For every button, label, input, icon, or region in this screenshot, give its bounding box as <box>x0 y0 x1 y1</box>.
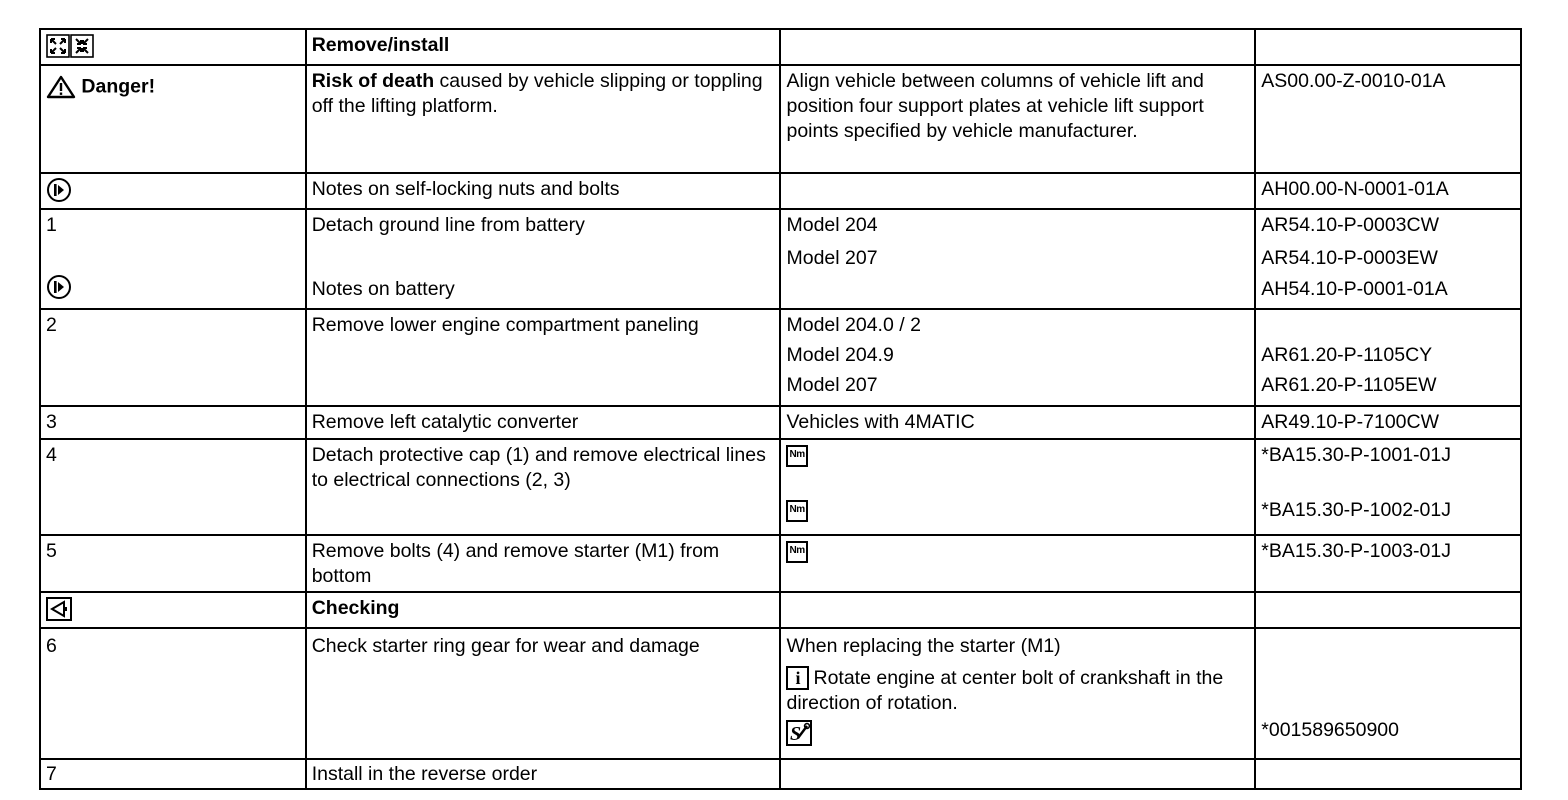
table-row-step-6 <box>40 628 1521 759</box>
step-number: 4 <box>40 439 306 535</box>
header-icons-cell <box>40 29 306 65</box>
variants-cell <box>780 209 1255 309</box>
torque-nm-icon: Nm <box>786 541 807 563</box>
step-number: 6 <box>40 628 306 759</box>
torque-nm-icon: Nm <box>786 500 807 522</box>
torque-ref: *BA15.30-P-1001-01J <box>1261 444 1451 466</box>
variant: Model 204.0 / 2 <box>786 314 921 336</box>
note-text: Notes on self-locking nuts and bolts <box>306 173 781 209</box>
empty-cell <box>1255 29 1521 65</box>
info-icon: i <box>786 666 809 690</box>
checking-icon <box>46 597 72 621</box>
step-text: Check starter ring gear for wear and damage <box>306 628 781 759</box>
note-pointer-icon <box>46 274 72 300</box>
procedure-table <box>39 28 1522 790</box>
refs-cell <box>1255 309 1521 406</box>
empty-cell <box>780 173 1255 209</box>
refs-cell <box>1255 209 1521 309</box>
section-title-checking: Checking <box>306 592 781 628</box>
special-tool-icon <box>786 720 812 746</box>
ref <box>1261 313 1515 338</box>
torque-cell <box>780 439 1255 535</box>
step-number: 3 <box>40 406 306 439</box>
variant: Vehicles with 4MATIC <box>780 406 1255 439</box>
ref: AR54.10-P-0003CW <box>1261 214 1440 236</box>
note-ref: AH00.00-N-0001-01A <box>1255 173 1521 209</box>
note-icon-cell <box>40 173 306 209</box>
danger-action-text: Align vehicle between columns of vehicle lift and position four support plates at vehicle lift support points specified by vehicle manufacturer. <box>780 65 1255 173</box>
empty-cell <box>1255 759 1521 789</box>
empty-cell <box>780 592 1255 628</box>
condition-text: When replacing the starter (M1) <box>786 635 1061 657</box>
tool-ref: *001589650900 <box>1261 719 1399 741</box>
tool-ref-cell <box>1255 628 1521 759</box>
checking-icon-cell <box>40 592 306 628</box>
step-text: Remove left catalytic converter <box>306 406 781 439</box>
note-ref: AH54.10-P-0001-01A <box>1261 278 1448 300</box>
variant: Model 204 <box>786 214 878 236</box>
step-text-cell <box>306 209 781 309</box>
step-number: 7 <box>40 759 306 789</box>
danger-risk-text <box>306 65 781 173</box>
step-text: Install in the reverse order <box>306 759 781 789</box>
danger-ref: AS00.00-Z-0010-01A <box>1255 65 1521 173</box>
torque-cell <box>780 535 1255 592</box>
table-row-danger <box>40 65 1521 173</box>
torque-ref: *BA15.30-P-1003-01J <box>1255 535 1521 592</box>
table-row-step-3 <box>40 406 1521 439</box>
table-row-step-1 <box>40 209 1521 309</box>
table-row-note <box>40 173 1521 209</box>
step-text: Detach protective cap (1) and remove electrical lines to electrical connections (2, 3) <box>306 439 781 535</box>
risk-bold-text: Risk of death <box>311 70 435 92</box>
ref: AR49.10-P-7100CW <box>1255 406 1521 439</box>
torque-ref: *BA15.30-P-1002-01J <box>1261 499 1451 521</box>
svg-text:S: S <box>790 723 802 745</box>
variant: Model 207 <box>786 374 878 396</box>
variant: Model 204.9 <box>786 344 894 366</box>
table-row-step-2 <box>40 309 1521 406</box>
empty-cell <box>1255 592 1521 628</box>
risk-rest-text: caused by vehicle slipping or toppling off the lifting platform. <box>311 70 763 117</box>
variant: Model 207 <box>786 247 878 269</box>
step-number: 2 <box>40 309 306 406</box>
danger-cell <box>40 65 306 173</box>
note-text: Notes on battery <box>311 278 455 300</box>
variants-cell <box>780 309 1255 406</box>
note-pointer-icon <box>46 177 72 203</box>
empty-cell <box>780 29 1255 65</box>
table-row-checking <box>40 592 1521 628</box>
table-row-step-5 <box>40 535 1521 592</box>
info-text: Rotate engine at center bolt of crankshaft in the direction of rotation. <box>786 667 1224 714</box>
remove-install-icon <box>46 34 94 58</box>
ref: AR61.20-P-1105EW <box>1261 374 1437 396</box>
refs-cell <box>1255 439 1521 535</box>
step-number: 5 <box>40 535 306 592</box>
table-row-step-7 <box>40 759 1521 789</box>
section-title-remove-install: Remove/install <box>306 29 781 65</box>
condition-cell <box>780 628 1255 759</box>
warning-triangle-icon <box>46 75 76 99</box>
step-number: 1 <box>46 214 57 236</box>
table-row-header <box>40 29 1521 65</box>
step-text: Remove lower engine compartment paneling <box>306 309 781 406</box>
danger-label: Danger! <box>81 75 156 98</box>
empty-cell <box>780 759 1255 789</box>
ref: AR54.10-P-0003EW <box>1261 247 1438 269</box>
ref: AR61.20-P-1105CY <box>1261 344 1433 366</box>
step-text: Detach ground line from battery <box>311 214 585 236</box>
torque-nm-icon: Nm <box>786 445 807 467</box>
step-number-cell <box>40 209 306 309</box>
step-text: Remove bolts (4) and remove starter (M1) from bottom <box>306 535 781 592</box>
table-row-step-4 <box>40 439 1521 535</box>
